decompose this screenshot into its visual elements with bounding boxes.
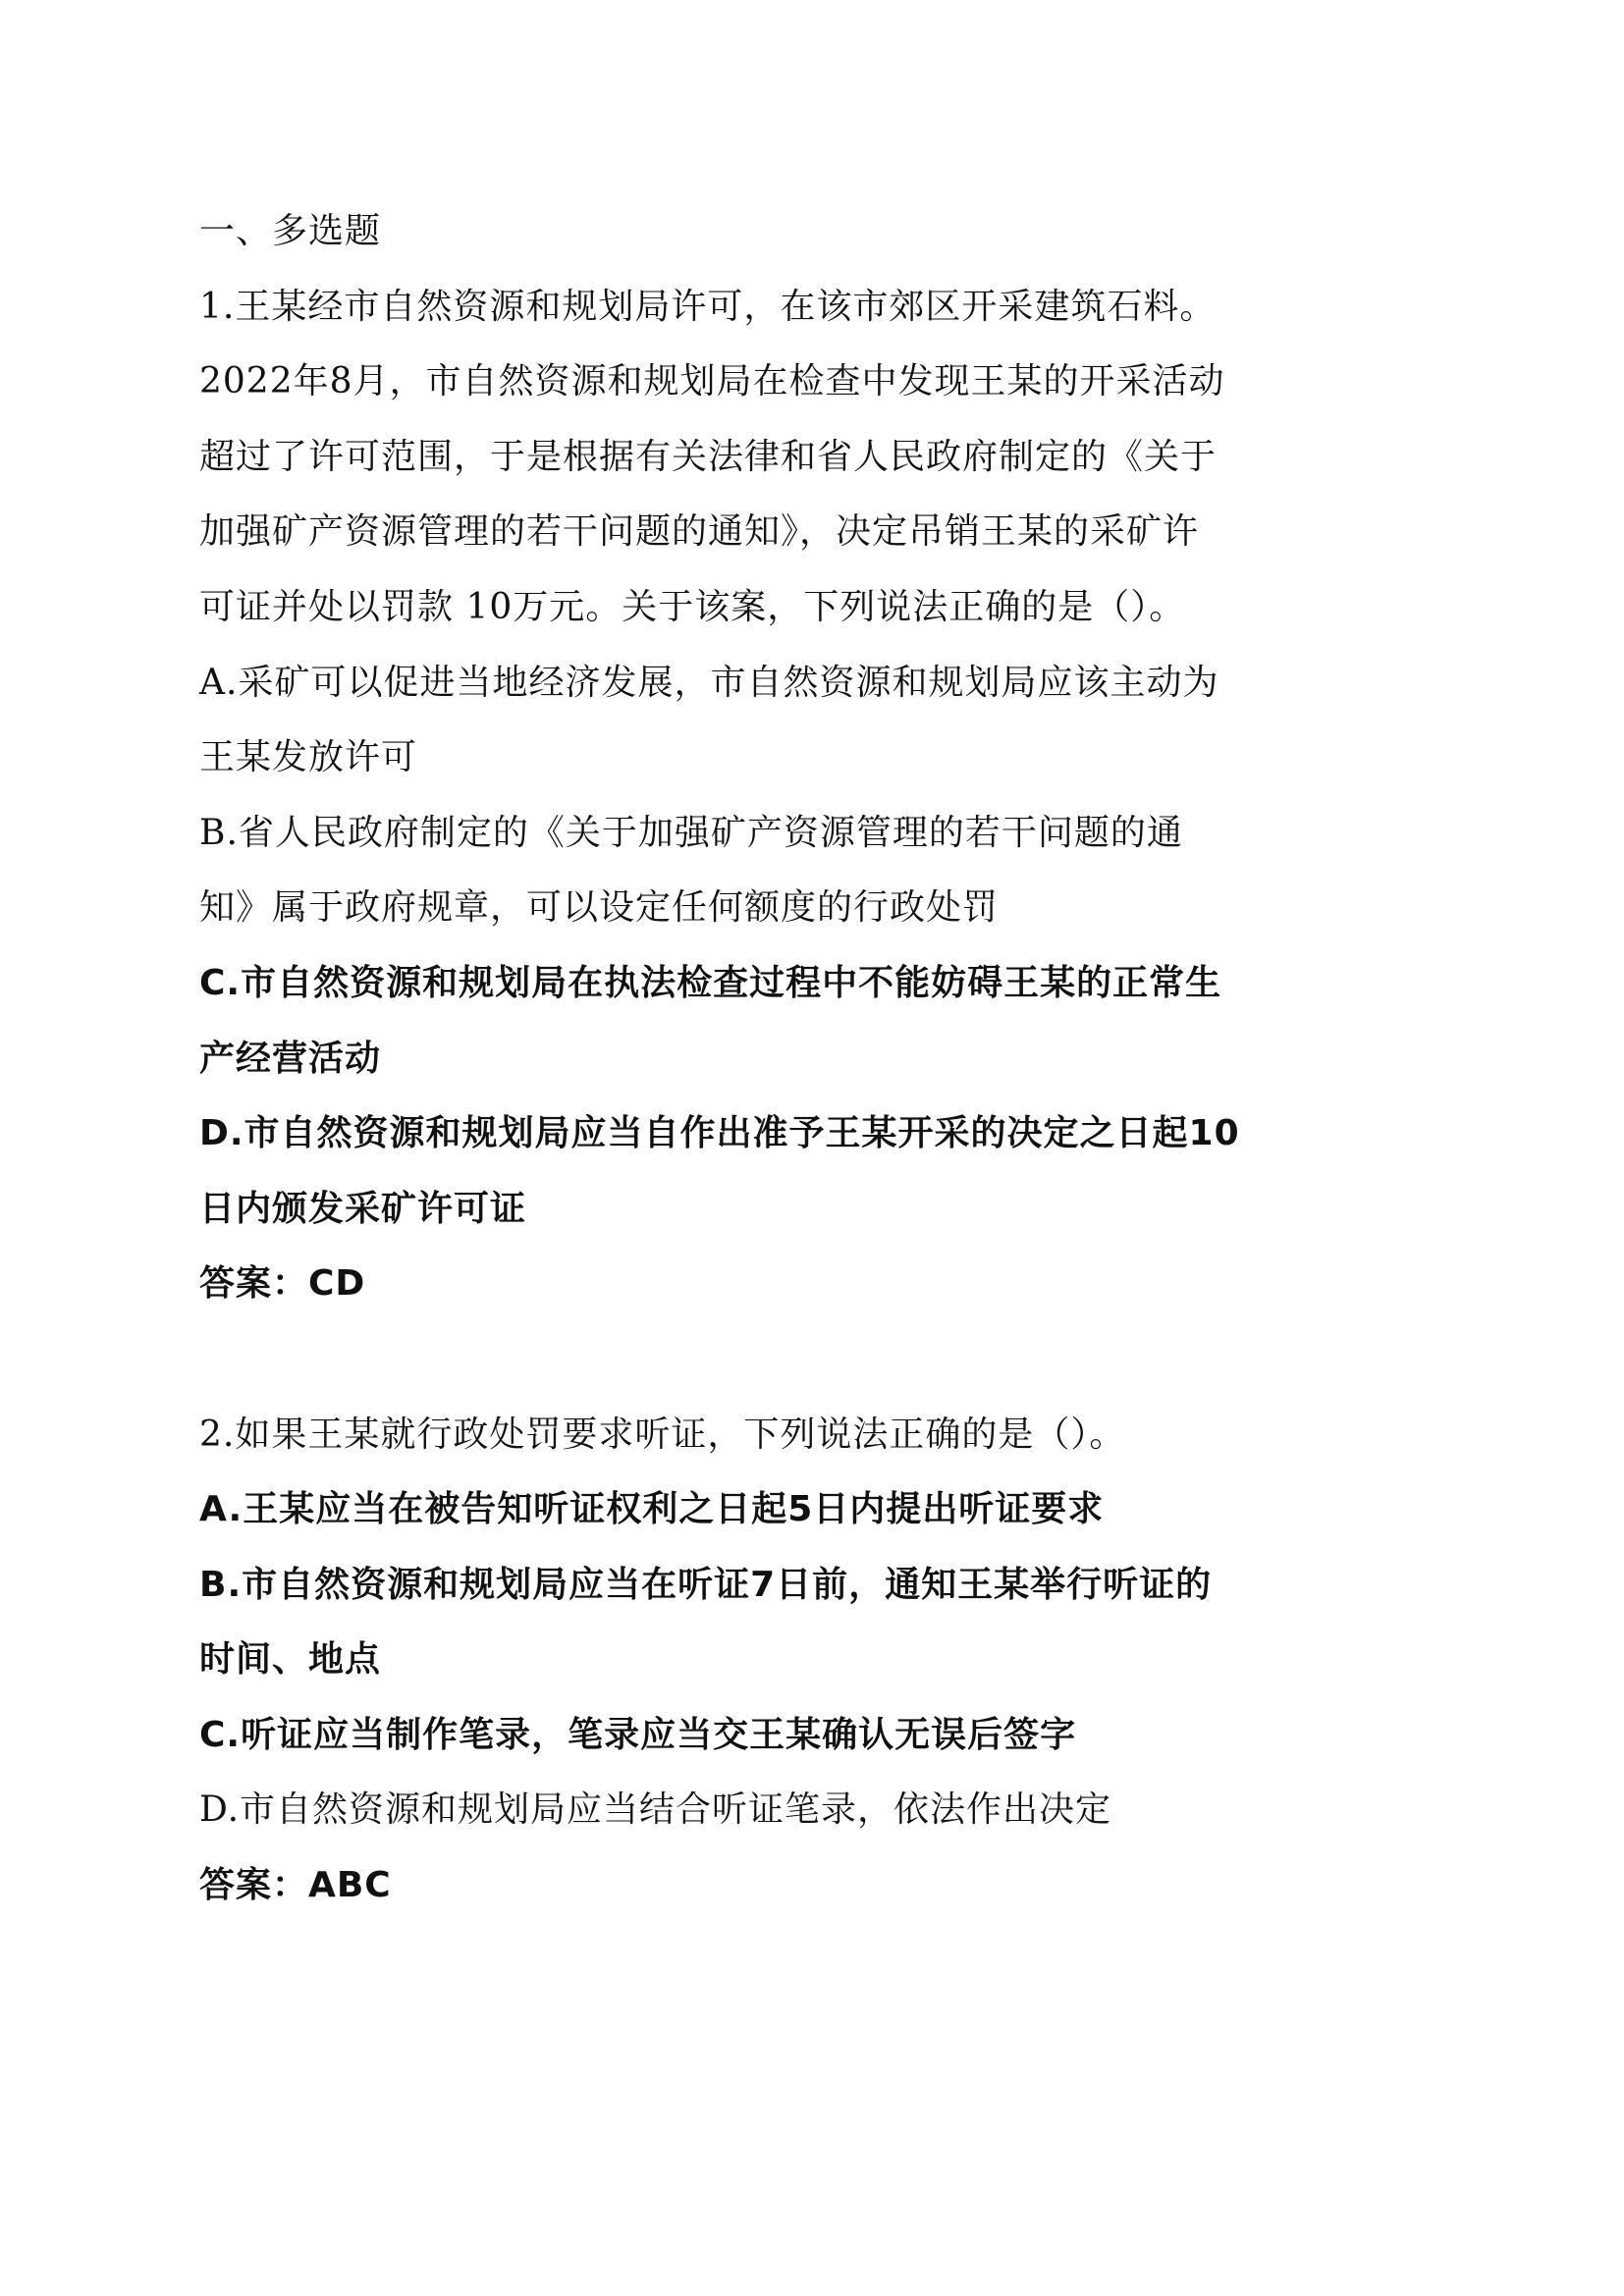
- question-stem-line: 2022年8月，市自然资源和规划局在检查中发现王某的开采活动: [199, 361, 1225, 402]
- option-b: 知》属于政府规章，可以设定任何额度的行政处罚: [199, 887, 1000, 929]
- option-d-correct: D.市自然资源和规划局应当自作出准予王某开采的决定之日起10: [199, 1113, 1240, 1154]
- section-title: 一、多选题: [199, 211, 382, 251]
- question-stem-line: 2.如果王某就行政处罚要求听证，下列说法正确的是（）。: [199, 1414, 1126, 1455]
- question-1: [199, 270, 1446, 1322]
- option-c-correct: C.市自然资源和规划局在执法检查过程中不能妨碍王某的正常生: [199, 962, 1222, 1003]
- option-a: 王某发放许可: [199, 737, 418, 778]
- answer: 答案：CD: [199, 1263, 366, 1305]
- answer: 答案：ABC: [199, 1865, 392, 1906]
- option-c-correct: C.听证应当制作笔录，笔录应当交王某确认无误后签字: [199, 1714, 1077, 1755]
- option-b-correct: B.市自然资源和规划局应当在听证7日前，通知王某举行听证的: [199, 1564, 1213, 1605]
- question-stem-line: 加强矿产资源管理的若干问题的通知》，决定吊销王某的采矿许: [199, 511, 1200, 553]
- option-a-correct: A.王某应当在被告知听证权利之日起5日内提出听证要求: [199, 1489, 1105, 1530]
- question-stem-line: 可证并处以罚款 10万元。关于该案，下列说法正确的是（）。: [199, 586, 1186, 627]
- option-c-correct: 产经营活动: [199, 1038, 382, 1079]
- question-2: [199, 1398, 1446, 1924]
- option-a: A.采矿可以促进当地经济发展，市自然资源和规划局应该主动为: [199, 662, 1219, 703]
- option-b-correct: 时间、地点: [199, 1639, 382, 1681]
- option-d: D.市自然资源和规划局应当结合听证笔录，依法作出决定: [199, 1789, 1112, 1831]
- spacer: [199, 1322, 1446, 1398]
- option-b: B.省人民政府制定的《关于加强矿产资源管理的若干问题的通: [199, 812, 1183, 853]
- question-stem-line: 1.王某经市自然资源和规划局许可，在该市郊区开采建筑石料。: [199, 286, 1217, 327]
- question-stem-line: 超过了许可范围，于是根据有关法律和省人民政府制定的《关于: [199, 436, 1218, 477]
- option-d-correct: 日内颁发采矿许可证: [199, 1188, 527, 1229]
- document-page: [199, 194, 1446, 1924]
